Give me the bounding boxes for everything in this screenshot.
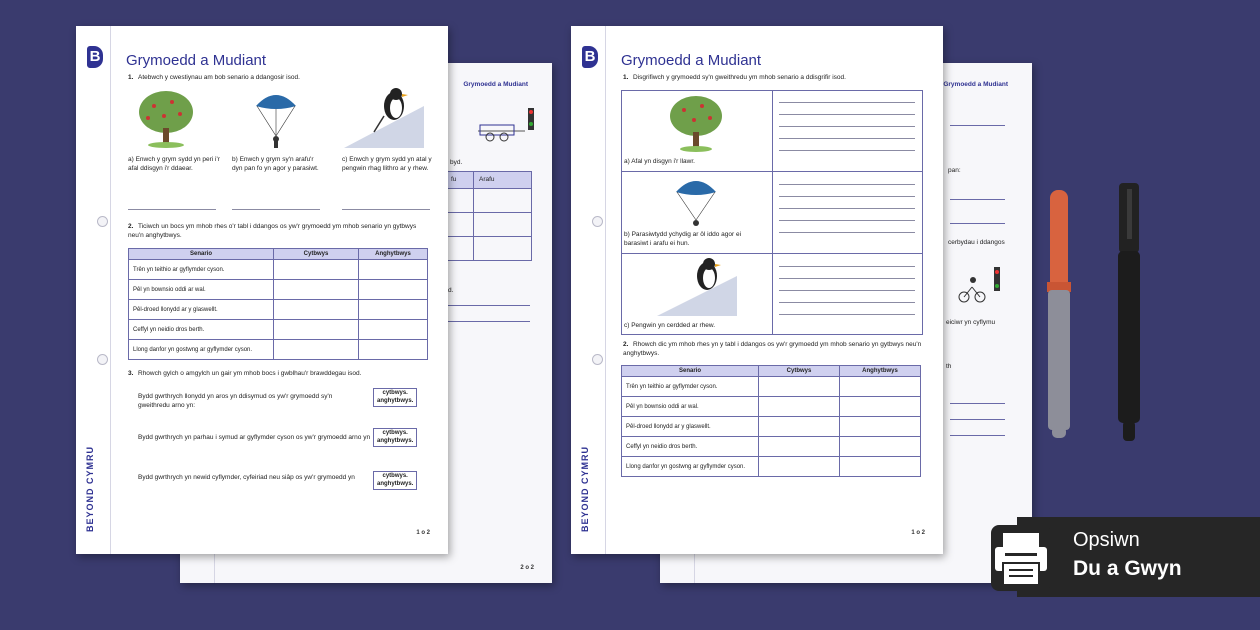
black-pen-icon [1114, 183, 1144, 445]
answer-line[interactable] [779, 278, 915, 279]
punch-hole [592, 216, 603, 227]
page-number: 2 o 2 [520, 565, 534, 571]
scenario-cell: Trên yn teithio ar gyflymder cyson. [129, 260, 274, 280]
answer-line[interactable] [128, 209, 216, 210]
punch-hole [97, 354, 108, 365]
col-header-cytbwys: Cytbwys [759, 366, 840, 377]
tick-cell[interactable] [759, 397, 840, 417]
scenario-cell: Ceffyl yn neidio dros berth. [129, 320, 274, 340]
tick-cell[interactable] [359, 280, 428, 300]
back-text-fragment: th [946, 363, 952, 370]
tick-cell[interactable] [840, 437, 921, 457]
caption-c: c) Pengwin yn cerdded ar rhew. [624, 322, 716, 329]
question-3: 3. Rhowch gylch o amgylch un gair ym mhob bocs i gwblhau'r brawddegau isod. [128, 370, 362, 377]
back-text-fragment: cerbydau i ddangos [948, 239, 1005, 246]
scenario-cell: Llong danfor yn gostwng ar gyflymder cyson. [129, 340, 274, 360]
tick-cell[interactable] [759, 437, 840, 457]
caption-b: b) Parasiwtydd ychydig ar ôl iddo agor ei barasiwt i arafu ei hun. [624, 231, 742, 247]
forces-table [128, 248, 428, 360]
sentence-3: Bydd gwrthrych yn newid cyflymder, cyfeiriad neu siâp os yw'r grymoedd yn [138, 474, 355, 481]
brand-label: BEYOND CYMRU [580, 445, 590, 532]
col-header-senario: Senario [129, 249, 274, 260]
question-1a: a) Enwch y grym sydd yn peri i'r afal ddisgyn i'r ddaear. [128, 156, 220, 172]
table-row [622, 457, 921, 477]
page-number: 1 o 2 [911, 530, 925, 536]
tick-cell[interactable] [274, 260, 359, 280]
question-1b: b) Enwch y grym sy'n arafu'r dyn pan fo yn agor y parasiwt. [232, 156, 319, 172]
scenario-cell: Llong danfor yn gostwng ar gyflymder cyson. [622, 457, 759, 477]
parachute-illustration [671, 174, 721, 230]
tick-cell[interactable] [759, 377, 840, 397]
col-header-anghytbwys: Anghytbwys [359, 249, 428, 260]
back-page-title: Grymoedd a Mudiant [463, 81, 528, 88]
answer-line[interactable] [779, 208, 915, 209]
table-row [129, 320, 428, 340]
answer-line[interactable] [779, 126, 915, 127]
col-header-speedup: fu [451, 176, 457, 183]
answer-line[interactable] [342, 209, 430, 210]
tick-cell[interactable] [274, 320, 359, 340]
page-title: Grymoedd a Mudiant [621, 52, 762, 69]
tick-cell[interactable] [359, 260, 428, 280]
question-1: 1. Atebwch y cwestiynau am bob senario a ddangosir isod. [128, 74, 300, 81]
black-white-option-banner [1017, 517, 1260, 597]
tick-cell[interactable] [359, 320, 428, 340]
sentence-1: Bydd gwrthrych llonydd yn aros yn ddisymud os yw'r grymoedd sy'n gweithredu arno yn: [138, 393, 333, 409]
tick-cell[interactable] [759, 417, 840, 437]
scenario-cell: Trên yn teithio ar gyflymder cyson. [622, 377, 759, 397]
answer-line[interactable] [779, 302, 915, 303]
answer-line[interactable] [779, 102, 915, 103]
tick-cell[interactable] [840, 397, 921, 417]
answer-line[interactable] [779, 314, 915, 315]
question-2: 2. Ticiwch un bocs ym mhob rhes o'r tabl i ddangos os yw'r grymoedd ym mhob senario yn gytbwys neu'n anghytbwys. [128, 223, 417, 239]
answer-line[interactable] [779, 220, 915, 221]
forces-table [621, 365, 921, 477]
tick-cell[interactable] [840, 457, 921, 477]
tick-cell[interactable] [274, 340, 359, 360]
answer-line[interactable] [779, 114, 915, 115]
penguin-illustration [344, 86, 424, 150]
punch-hole [592, 354, 603, 365]
sentence-2: Bydd gwrthrych yn parhau i symud ar gyflymder cyson os yw'r grymoedd arno yn [138, 434, 371, 441]
apple-tree-illustration [666, 94, 726, 154]
col-header-cytbwys: Cytbwys [274, 249, 359, 260]
tick-cell[interactable] [359, 300, 428, 320]
apple-tree-illustration [136, 88, 196, 150]
tick-cell[interactable] [840, 377, 921, 397]
answer-line[interactable] [779, 290, 915, 291]
banner-line-1: Opsiwn [1073, 529, 1140, 551]
scenario-cell: Pêl-droed llonydd ar y glaswellt. [622, 417, 759, 437]
worksheet-bw-page-1 [571, 26, 943, 554]
table-row [622, 377, 921, 397]
penguin-illustration [657, 256, 737, 318]
answer-line[interactable] [779, 138, 915, 139]
page-title: Grymoedd a Mudiant [126, 52, 267, 69]
printer-icon [981, 519, 1061, 595]
word-choice-box-1[interactable]: cytbwys. anghytbwys. [373, 388, 417, 407]
word-choice-box-3[interactable]: cytbwys. anghytbwys. [373, 471, 417, 490]
question-2: 2. Rhowch dic ym mhob rhes yn y tabl i ddangos os yw'r grymoedd ym mhob senario yn gytbwys neu'n anghytbwys. [623, 341, 922, 357]
orange-marker-icon [1042, 190, 1078, 442]
tick-cell[interactable] [359, 340, 428, 360]
back-page-title: Grymoedd a Mudiant [943, 81, 1008, 88]
back-text-fragment: byd. [450, 159, 463, 166]
table-row [129, 280, 428, 300]
worksheet-page-1 [76, 26, 448, 554]
answer-line[interactable] [232, 209, 320, 210]
beyond-logo: B [87, 46, 103, 68]
col-header-senario: Senario [622, 366, 759, 377]
answer-line[interactable] [779, 184, 915, 185]
answer-line[interactable] [779, 196, 915, 197]
col-header-anghytbwys: Anghytbwys [840, 366, 921, 377]
back-text-fragment: pan: [948, 167, 961, 174]
punch-hole [97, 216, 108, 227]
tick-cell[interactable] [274, 300, 359, 320]
table-row [129, 260, 428, 280]
beyond-logo: B [582, 46, 598, 68]
scenario-cell: Pêl yn bownsio oddi ar wal. [129, 280, 274, 300]
table-row [622, 397, 921, 417]
question-1c: c) Enwch y grym sydd yn atal y pengwin rhag llithro ar y rhew. [342, 156, 432, 172]
table-row [622, 417, 921, 437]
page-number: 1 o 2 [416, 530, 430, 536]
scenario-cell: Pêl-droed llonydd ar y glaswellt. [129, 300, 274, 320]
back-text-fragment: eiciwr yn cyflymu [946, 319, 996, 326]
brand-label: BEYOND CYMRU [85, 445, 95, 532]
caption-a: a) Afal yn disgyn i'r llawr. [624, 158, 695, 165]
question-1: 1. Disgrifiwch y grymoedd sy'n gweithredu ym mhob senario a ddisgrifir isod. [623, 74, 846, 81]
col-header-slowdown: Arafu [479, 176, 495, 183]
tick-cell[interactable] [759, 457, 840, 477]
cyclist-lights-illustration [470, 103, 540, 143]
tick-cell[interactable] [840, 417, 921, 437]
word-choice-box-2[interactable]: cytbwys. anghytbwys. [373, 428, 417, 447]
banner-line-2: Du a Gwyn [1073, 557, 1182, 580]
parachute-illustration [251, 88, 301, 150]
answer-line[interactable] [779, 150, 915, 151]
table-row [129, 340, 428, 360]
scenario-cell: Pêl yn bownsio oddi ar wal. [622, 397, 759, 417]
back-text-fragment: d. [448, 287, 454, 294]
table-row [129, 300, 428, 320]
cyclist-lights-illustration [956, 265, 1006, 305]
tick-cell[interactable] [274, 280, 359, 300]
scenario-cell: Ceffyl yn neidio dros berth. [622, 437, 759, 457]
answer-line[interactable] [779, 232, 915, 233]
answer-line[interactable] [779, 266, 915, 267]
table-row [622, 437, 921, 457]
